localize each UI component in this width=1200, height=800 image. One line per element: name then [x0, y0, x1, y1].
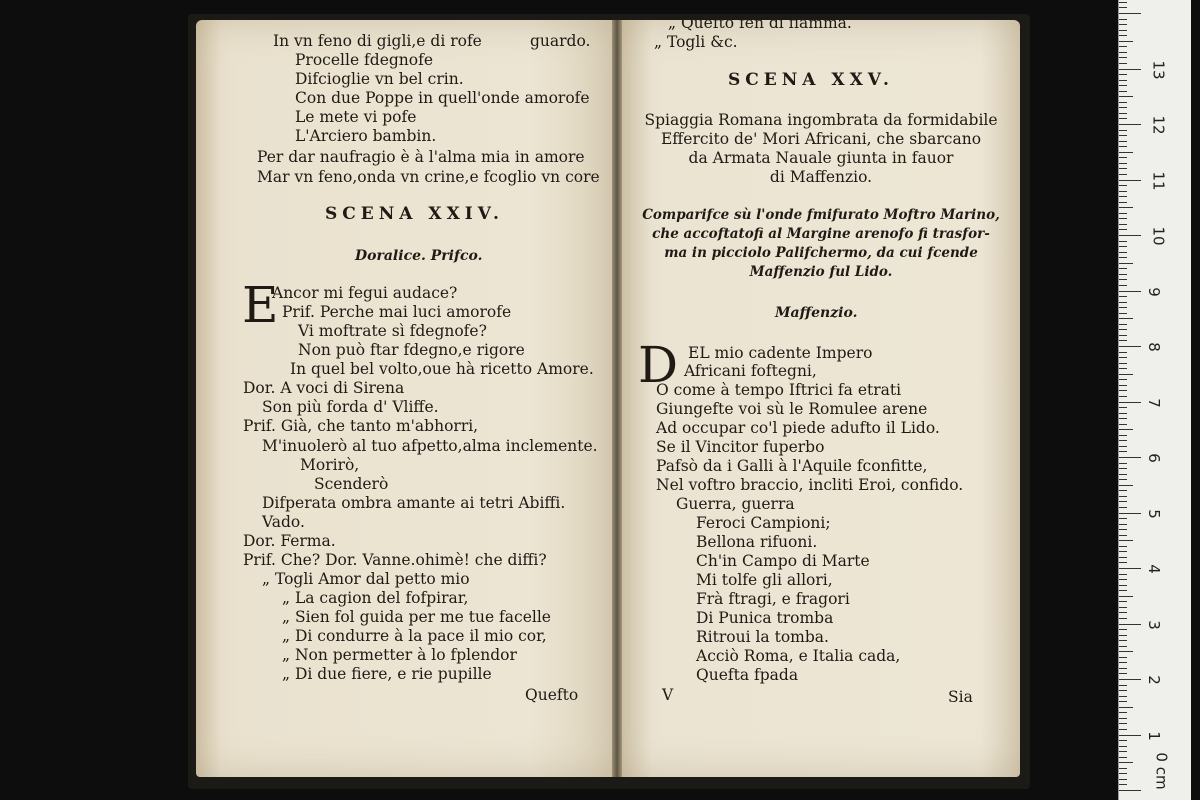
ruler-tick	[1119, 474, 1127, 475]
ruler-tick	[1119, 96, 1133, 97]
ruler-tick	[1119, 302, 1127, 303]
ruler-tick	[1119, 596, 1133, 597]
characters-heading: Doralice. Prifco.	[355, 248, 483, 264]
ruler-number: 5	[1144, 508, 1163, 519]
dialogue-line: Scenderò	[314, 475, 389, 493]
verse-line: Frà ftragi, e fragori	[696, 590, 850, 608]
ruler-tick	[1119, 324, 1127, 325]
ruler-tick	[1119, 440, 1127, 441]
ruler-number: 10	[1149, 226, 1168, 246]
dialogue-line: „ La cagion del fofpirar,	[282, 589, 469, 607]
scene-title-25: SCENA XXV.	[728, 70, 894, 90]
dialogue-line: „ Togli Amor dal petto mio	[262, 570, 470, 588]
ruler-tick	[1119, 196, 1127, 197]
ruler-tick	[1119, 152, 1133, 153]
ruler-tick	[1119, 46, 1127, 47]
ruler-number: 7	[1144, 397, 1163, 408]
ruler-tick	[1119, 612, 1127, 613]
ruler-tick	[1119, 673, 1127, 674]
ruler-tick	[1119, 252, 1127, 253]
dialogue-line: „ Non permetter à lo fplendor	[282, 646, 517, 664]
ruler-tick	[1119, 618, 1127, 619]
ruler-tick	[1119, 424, 1127, 425]
verse-line: Feroci Campioni;	[696, 514, 831, 532]
ruler-tick	[1119, 274, 1127, 275]
ruler-tick	[1119, 257, 1127, 258]
verse-line: Pafsò da i Galli à l'Aquile fconfitte,	[656, 457, 928, 475]
ruler-number: 13	[1149, 59, 1168, 80]
ruler-tick	[1119, 407, 1127, 408]
ruler-unit-label: 0 cm	[1152, 752, 1171, 790]
ruler-tick	[1119, 363, 1127, 364]
ruler-tick	[1119, 285, 1127, 286]
ruler-tick	[1119, 740, 1127, 741]
ruler-tick	[1119, 568, 1141, 569]
ruler-tick	[1119, 390, 1127, 391]
ruler-tick	[1119, 2, 1127, 3]
dialogue-line: Son più forda d' Vliffe.	[262, 398, 439, 416]
direction-line: ma in picciolo Palifchermo, da cui fcende	[664, 245, 978, 261]
verse-line: Quefta fpada	[696, 666, 799, 684]
ruler-tick	[1119, 718, 1127, 719]
ruler-number: 8	[1144, 342, 1163, 352]
ruler-tick	[1119, 357, 1127, 358]
ruler-tick	[1119, 540, 1133, 541]
verse-line: Le mete vi pofe	[295, 108, 417, 126]
ruler-number: 4	[1144, 564, 1163, 574]
ruler-number: 2	[1144, 675, 1163, 685]
direction-line: Comparifce sù l'onde fmifurato Moftro Marino,	[642, 207, 1000, 223]
ruler-tick	[1119, 13, 1141, 14]
ruler-tick	[1119, 607, 1127, 608]
ruler-tick	[1119, 751, 1127, 752]
ruler-tick	[1119, 229, 1127, 230]
ruler-tick	[1119, 174, 1127, 175]
ruler-number: 3	[1144, 619, 1163, 630]
verse-line: Se il Vincitor fuperbo	[656, 438, 825, 456]
ruler-tick	[1119, 263, 1133, 264]
ruler-tick	[1119, 690, 1127, 691]
ruler-tick	[1119, 213, 1127, 214]
ruler-tick	[1119, 318, 1133, 319]
ruler-tick	[1119, 579, 1127, 580]
ruler-tick	[1119, 102, 1127, 103]
ruler-tick	[1119, 601, 1127, 602]
ruler-tick	[1119, 662, 1127, 663]
ruler-tick	[1119, 346, 1141, 347]
ruler-tick	[1119, 696, 1127, 697]
dialogue-line: Prif. Che? Dor. Vanne.ohimè! che diffi?	[243, 551, 547, 569]
left-catchword: Quefto	[525, 686, 579, 704]
setting-line: di Maffenzio.	[769, 168, 873, 186]
ruler-tick	[1119, 291, 1141, 292]
verse-line: Ritroui la tomba.	[696, 628, 829, 646]
ruler-tick	[1119, 457, 1141, 458]
verse-line: Di Punica tromba	[696, 609, 834, 627]
ruler-number: 9	[1144, 286, 1163, 297]
ruler-tick	[1119, 768, 1127, 769]
dialogue-line: Dor. A voci di Sirena	[243, 379, 405, 397]
ruler-tick	[1119, 91, 1127, 92]
dialogue-line: Vi moftrate sì fdegnofe?	[298, 322, 487, 340]
ruler-tick	[1119, 374, 1133, 375]
ruler-tick	[1119, 635, 1127, 636]
ruler-tick	[1119, 52, 1127, 53]
ruler-tick	[1119, 463, 1127, 464]
ruler-tick	[1119, 746, 1127, 747]
verse-line: Mi tolfe gli allori,	[696, 571, 833, 589]
direction-line: Maffenzio ful Lido.	[749, 264, 893, 280]
ruler-tick	[1119, 307, 1127, 308]
ruler-number: 6	[1144, 453, 1163, 463]
dialogue-line: „ Di due fiere, e rie pupille	[282, 665, 492, 683]
ruler-tick	[1119, 385, 1127, 386]
ruler-tick	[1119, 24, 1127, 25]
dialogue-line: Ancor mi fegui audace?	[272, 284, 458, 302]
ruler-tick	[1119, 69, 1141, 70]
ruler-tick	[1119, 279, 1127, 280]
scene-title-24: SCENA XXIV.	[325, 204, 504, 224]
ruler-tick	[1119, 574, 1127, 575]
ruler-tick	[1119, 685, 1127, 686]
dialogue-line: Difperata ombra amante ai tetri Abiffi.	[262, 494, 566, 512]
ruler-tick	[1119, 241, 1127, 242]
dialogue-line: Non può ftar fdegno,e rigore	[298, 341, 525, 359]
ruler-tick	[1119, 762, 1133, 763]
ruler-tick	[1119, 657, 1127, 658]
ruler-tick	[1119, 218, 1127, 219]
ruler-tick	[1119, 224, 1127, 225]
ruler-tick	[1119, 507, 1127, 508]
dialogue-line: Prif. Perche mai luci amorofe	[282, 303, 512, 321]
verse-line: Mar vn feno,onda vn crine,e fcoglio vn core	[257, 168, 600, 186]
ruler-tick	[1119, 735, 1141, 736]
signature-mark: V	[662, 686, 674, 704]
verse-line: Con due Poppe in quell'onde amorofe	[295, 89, 590, 107]
ruler-tick	[1119, 451, 1127, 452]
ruler-tick	[1119, 141, 1127, 142]
right-catchword: Sia	[948, 688, 973, 706]
setting-line: Spiaggia Romana ingombrata da formidabile	[644, 111, 998, 129]
ruler-tick	[1119, 546, 1127, 547]
ruler-tick	[1119, 551, 1127, 552]
ruler-tick	[1119, 640, 1127, 641]
ruler-tick	[1119, 435, 1127, 436]
ruler-tick	[1119, 668, 1127, 669]
ruler-tick	[1119, 180, 1141, 181]
verse-line: „ Quefto fen di fiamma.	[668, 14, 852, 32]
dialogue-line: In quel bel volto,oue hà ricetto Amore.	[290, 360, 594, 378]
measuring-ruler	[1118, 0, 1191, 800]
ruler-tick	[1119, 402, 1141, 403]
ruler-tick	[1119, 624, 1141, 625]
dialogue-line: „ Di condurre à la pace il mio cor,	[282, 627, 547, 645]
ruler-tick	[1119, 496, 1127, 497]
verse-line: Per dar naufragio è à l'alma mia in amore	[257, 148, 585, 166]
ruler-tick	[1119, 418, 1127, 419]
speaker-heading: Maffenzio.	[775, 305, 858, 321]
ruler-tick	[1119, 468, 1127, 469]
ruler-tick	[1119, 557, 1127, 558]
dialogue-line: „ Sien fol guida per me tue facelle	[282, 608, 551, 626]
ruler-tick	[1119, 501, 1127, 502]
ruler-tick	[1119, 590, 1127, 591]
ruler-tick	[1119, 701, 1127, 702]
dialogue-line: Prif. Già, che tanto m'abhorri,	[243, 417, 479, 435]
ruler-tick	[1119, 207, 1133, 208]
ruler-tick	[1119, 124, 1141, 125]
dialogue-line: M'inuolerò al tuo afpetto,alma inclemente.	[262, 437, 598, 455]
verse-line: Africani foftegni,	[684, 362, 817, 380]
ruler-tick	[1119, 485, 1133, 486]
ruler-tick	[1119, 157, 1127, 158]
ruler-tick	[1119, 313, 1127, 314]
dropcap-d: D	[638, 336, 679, 394]
verse-line: L'Arciero bambin.	[295, 127, 437, 145]
ruler-tick	[1119, 113, 1127, 114]
ruler-tick	[1119, 723, 1127, 724]
verse-line: O come à tempo Iftrici fa etrati	[656, 381, 902, 399]
ruler-tick	[1119, 651, 1133, 652]
ruler-tick	[1119, 585, 1127, 586]
verse-line: Ad occupar co'l piede adufto il Lido.	[656, 419, 940, 437]
ruler-tick	[1119, 191, 1127, 192]
ruler-tick	[1119, 679, 1141, 680]
ruler-tick	[1119, 335, 1127, 336]
setting-line: da Armata Nauale giunta in fauor	[688, 149, 954, 167]
ruler-tick	[1119, 490, 1127, 491]
ruler-tick	[1119, 479, 1127, 480]
verse-line: Difcioglie vn bel crin.	[295, 70, 464, 88]
ruler-tick	[1119, 329, 1127, 330]
ruler-number: 11	[1149, 170, 1168, 191]
ruler-tick	[1119, 268, 1127, 269]
ruler-tick	[1119, 63, 1127, 64]
ruler-tick	[1119, 413, 1127, 414]
ruler-tick	[1119, 19, 1127, 20]
ruler-tick	[1119, 529, 1127, 530]
ruler-number: 12	[1149, 115, 1168, 135]
setting-line: Effercito de' Mori Africani, che sbarcano	[660, 130, 982, 148]
ruler-tick	[1119, 168, 1127, 169]
ruler-tick	[1119, 779, 1127, 780]
ruler-tick	[1119, 712, 1127, 713]
ruler-tick	[1119, 107, 1127, 108]
ruler-tick	[1119, 7, 1127, 8]
book-spine	[612, 20, 622, 777]
dialogue-line: Dor. Ferma.	[243, 532, 336, 550]
ruler-tick	[1119, 446, 1127, 447]
verse-line: EL mio cadente Impero	[688, 344, 873, 362]
ruler-tick	[1119, 85, 1127, 86]
ruler-tick	[1119, 74, 1127, 75]
ruler-tick	[1119, 118, 1127, 119]
ruler-tick	[1119, 707, 1133, 708]
ruler-tick	[1119, 790, 1141, 791]
verse-line: Ch'in Campo di Marte	[696, 552, 870, 570]
ruler-tick	[1119, 518, 1127, 519]
verse-line: Guerra, guerra	[676, 495, 795, 513]
ruler-tick	[1119, 146, 1127, 147]
direction-line: che accoftatofi al Margine arenofo fi trasfor-	[652, 226, 990, 242]
ruler-tick	[1119, 235, 1141, 236]
ruler-tick	[1119, 379, 1127, 380]
ruler-tick	[1119, 352, 1127, 353]
ruler-tick	[1119, 57, 1127, 58]
ruler-tick	[1119, 524, 1127, 525]
ruler-tick	[1119, 396, 1127, 397]
ruler-tick	[1119, 429, 1133, 430]
ruler-tick	[1119, 185, 1127, 186]
ruler-tick	[1119, 535, 1127, 536]
dialogue-line: Vado.	[262, 513, 305, 531]
ruler-tick	[1119, 757, 1127, 758]
ruler-tick	[1119, 646, 1127, 647]
ruler-tick	[1119, 296, 1127, 297]
verse-line: Bellona rifuoni.	[696, 533, 818, 551]
dialogue-line: Morirò,	[300, 456, 360, 474]
ruler-tick	[1119, 80, 1127, 81]
verse-line: Giungefte voi sù le Romulee arene	[656, 400, 928, 418]
ruler-tick	[1119, 35, 1127, 36]
verse-line: Procelle fdegnofe	[295, 51, 434, 69]
ruler-tick	[1119, 368, 1127, 369]
ruler-tick	[1119, 246, 1127, 247]
verse-line: In vn feno di gigli,e di rofe	[273, 32, 482, 50]
verse-line: Nel voftro braccio, incliti Eroi, confido.	[656, 476, 964, 494]
ruler-tick	[1119, 784, 1127, 785]
ruler-tick	[1119, 729, 1127, 730]
ruler-tick	[1119, 130, 1127, 131]
verse-line: guardo.	[530, 32, 591, 50]
ruler-tick	[1119, 202, 1127, 203]
dropcap-e: E	[242, 276, 279, 334]
ruler-number: 1	[1144, 730, 1163, 741]
ruler-tick	[1119, 513, 1141, 514]
ruler-tick	[1119, 41, 1133, 42]
ruler-tick	[1119, 135, 1127, 136]
ruler-tick	[1119, 340, 1127, 341]
verse-line: „ Togli &c.	[654, 33, 738, 51]
ruler-tick	[1119, 629, 1127, 630]
ruler-tick	[1119, 562, 1127, 563]
ruler-tick	[1119, 773, 1127, 774]
verse-line: Acciò Roma, e Italia cada,	[696, 647, 901, 665]
ruler-tick	[1119, 163, 1127, 164]
ruler-tick	[1119, 30, 1127, 31]
